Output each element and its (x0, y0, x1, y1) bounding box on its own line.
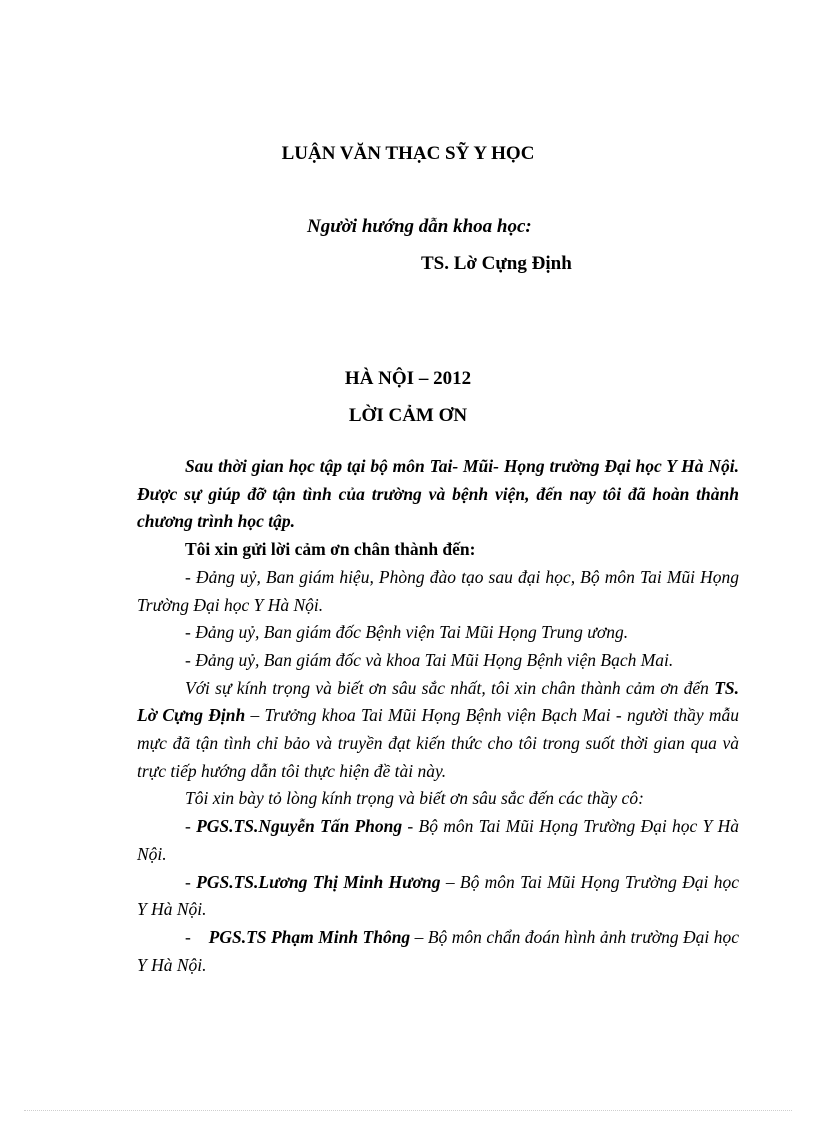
teacher-desc: - Bộ môn Tai Mũi Họng Trường Đại học Y Hà Nội. (137, 816, 740, 864)
teacher-item (137, 813, 739, 868)
teacher-desc: – Bộ môn Tai Mũi Họng Trường Đại học Y Hà Nội. (137, 871, 739, 920)
institution-item: - Đảng uỷ, Ban giám đốc Bệnh viện Tai Mũi Họng Trung ương. (185, 622, 629, 643)
institution-item: - Đảng uỷ, Ban giám hiệu, Phòng đào tạo sau đại học, Bộ môn Tai Mũi Họng Trường Đại học Y Hà Nội. (137, 566, 739, 615)
teacher-desc: – Bộ môn chẩn đoán hình ảnh trường Đại học Y Hà Nội. (137, 926, 739, 975)
teacher-item (137, 869, 739, 924)
teacher-prefix: - (185, 816, 197, 837)
advisor-para-after: – Trưởng khoa Tai Mũi Họng Bệnh viện Bạch Mai - người thầy mẫu mực đã tận tình chỉ bảo và truyền đạt kiến thức cho tôi trong suốt thời gian qua và trực tiếp hướng dẫn tôi thực hiện đề tài này. (137, 705, 740, 781)
advisor-para-name: TS. Lờ Cựng Định (137, 677, 739, 726)
intro-paragraph: Sau thời gian học tập tại bộ môn Tai- Mũi- Họng trường Đại học Y Hà Nội. Được sự giúp đỡ tận tình của trường và bệnh viện, đến nay tôi đã hoàn thành chương trình học tập. (137, 456, 739, 532)
advisor-name: TS. Lờ Cựng Định (421, 253, 572, 274)
advisor-label: Người hướng dẫn khoa học: (307, 216, 532, 237)
thesis-type-heading: LUẬN VĂN THẠC SỸ Y HỌC (281, 143, 535, 164)
teacher-name: PGS.TS Phạm Minh Thông (208, 926, 411, 947)
teachers-intro: Tôi xin bày tỏ lòng kính trọng và biết ơn sâu sắc đến các thầy cô: (185, 788, 644, 809)
acknowledgement-body (137, 453, 739, 979)
teacher-prefix: - (185, 926, 209, 947)
teacher-prefix: - (185, 871, 197, 892)
advisor-paragraph (137, 675, 739, 786)
thanks-intro: Tôi xin gửi lời cảm ơn chân thành đến: (185, 539, 476, 560)
place-year: HÀ NỘI – 2012 (344, 368, 472, 389)
advisor-para-before: Với sự kính trọng và biết ơn sâu sắc nhất, tôi xin chân thành cảm ơn đến (185, 677, 715, 698)
institution-item: - Đảng uỷ, Ban giám đốc và khoa Tai Mũi Họng Bệnh viện Bạch Mai. (185, 649, 674, 670)
teacher-name: PGS.TS.Lương Thị Minh Hương (196, 871, 441, 892)
page-bottom-divider (24, 1110, 792, 1111)
teacher-item (137, 924, 739, 979)
section-title: LỜI CẢM ƠN (348, 405, 468, 426)
teacher-name: PGS.TS.Nguyễn Tấn Phong (196, 816, 403, 837)
